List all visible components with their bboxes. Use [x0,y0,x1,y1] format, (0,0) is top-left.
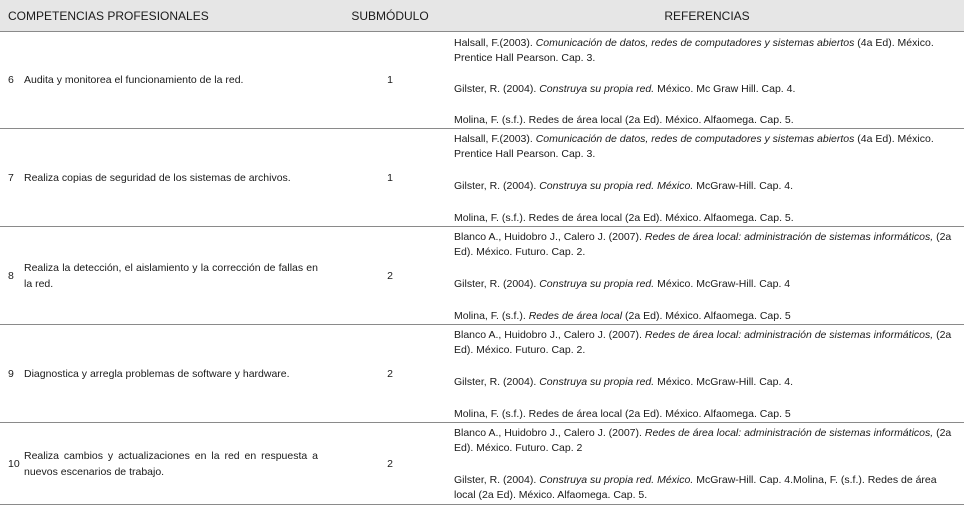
references-cell [450,227,964,325]
table-row [0,325,964,423]
table-row [0,129,964,227]
submodulo-value: 2 [330,325,450,423]
submodulo-value: 2 [330,423,450,505]
reference-item: Molina, F. (s.f.). Redes de área local (2a Ed). México. Alfaomega. Cap. 5 [454,310,791,322]
row-number: 9 [0,325,24,423]
reference-item: Gilster, R. (2004). Construya su propia red. México. McGraw-Hill. Cap. 4.Molina, F. (s.f.). Redes de área local (2a Ed). México. Alfaomega. Cap. 5. [454,474,937,501]
reference-item: Molina, F. (s.f.). Redes de área local (2a Ed). México. Alfaomega. Cap. 5. [454,212,794,224]
row-number: 6 [0,32,24,129]
submodulo-value: 1 [330,32,450,129]
competencia-text: Realiza cambios y actualizaciones en la red en respuesta a nuevos escenarios de trabajo. [24,423,330,505]
reference-item: Halsall, F.(2003). Comunicación de datos, redes de computadores y sistemas abiertos (4a Ed). México. Prentice Hall Pearson. Cap. 3. [454,37,934,64]
reference-item: Gilster, R. (2004). Construya su propia red. México. McGraw-Hill. Cap. 4. [454,180,794,192]
submodulo-value: 1 [330,129,450,227]
reference-item: Blanco A., Huidobro J., Calero J. (2007). Redes de área local: administración de sistemas informáticos, (2a Ed). México. Futuro. Cap. 2. [454,231,952,258]
reference-item: Halsall, F.(2003). Comunicación de datos, redes de computadores y sistemas abiertos (4a Ed). México. Prentice Hall Pearson. Cap. 3. [454,133,934,160]
competencia-text: Realiza la detección, el aislamiento y la corrección de fallas en la red. [24,227,330,325]
reference-item: Molina, F. (s.f.). Redes de área local (2a Ed). México. Alfaomega. Cap. 5. [454,114,794,126]
table-header-row [0,0,964,32]
references-cell [450,32,964,129]
competencia-text: Audita y monitorea el funcionamiento de la red. [24,32,330,129]
header-referencias: REFERENCIAS [450,0,964,32]
reference-item: Gilster, R. (2004). Construya su propia red. México. Mc Graw Hill. Cap. 4. [454,83,796,95]
submodulo-value: 2 [330,227,450,325]
table-row [0,423,964,505]
table-row [0,227,964,325]
reference-item: Gilster, R. (2004). Construya su propia red. México. McGraw-Hill. Cap. 4 [454,278,791,290]
header-submodulo: SUBMÓDULO [330,0,450,32]
row-number: 8 [0,227,24,325]
reference-item: Blanco A., Huidobro J., Calero J. (2007). Redes de área local: administración de sistemas informáticos, (2a Ed). México. Futuro. Cap. 2. [454,329,952,356]
competencia-text: Realiza copias de seguridad de los sistemas de archivos. [24,129,330,227]
reference-item: Molina, F. (s.f.). Redes de área local (2a Ed). México. Alfaomega. Cap. 5 [454,408,791,420]
competencia-text: Diagnostica y arregla problemas de software y hardware. [24,325,330,423]
reference-item: Blanco A., Huidobro J., Calero J. (2007). Redes de área local: administración de sistemas informáticos, (2a Ed). México. Futuro. Cap. 2 [454,427,952,454]
table-row [0,32,964,129]
row-number: 10 [0,423,24,505]
references-cell [450,129,964,227]
references-cell [450,423,964,505]
reference-item: Gilster, R. (2004). Construya su propia red. México. McGraw-Hill. Cap. 4. [454,376,794,388]
header-competencias: COMPETENCIAS PROFESIONALES [0,0,330,32]
row-number: 7 [0,129,24,227]
references-cell [450,325,964,423]
